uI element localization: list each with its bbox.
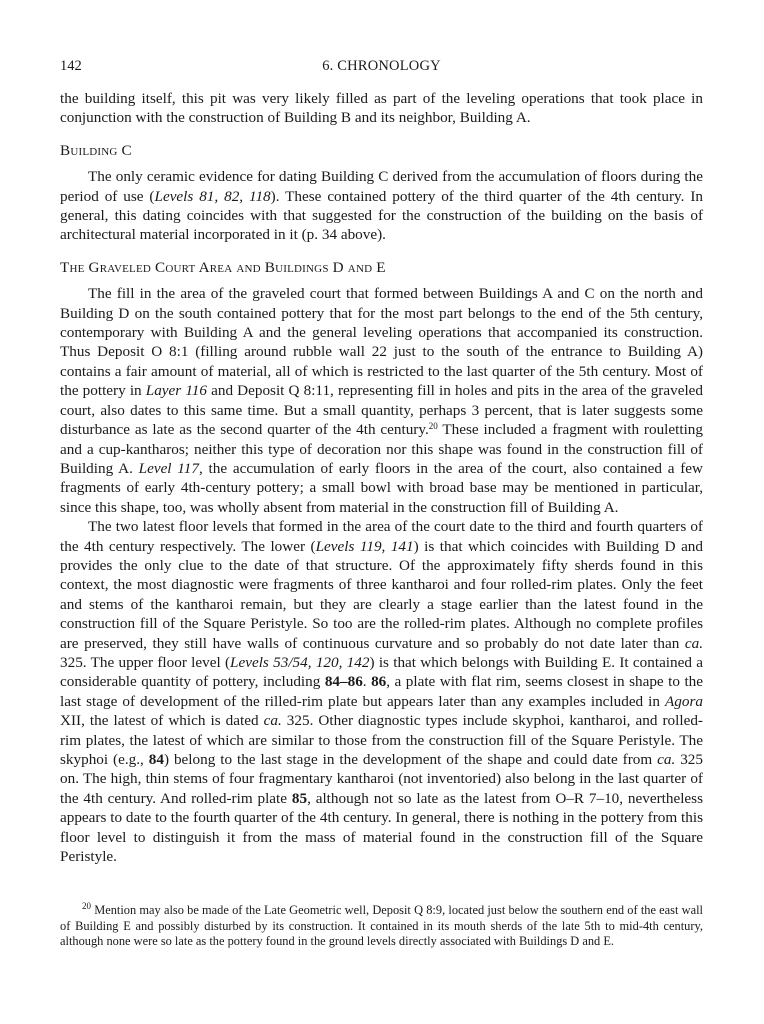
catalog-ref: 86 xyxy=(371,673,387,691)
catalog-ref: 85 xyxy=(291,789,308,807)
levels-ref: Levels 53/54, 120, 142 xyxy=(230,653,370,671)
paragraph-graveled-court-1: The fill in the area of the graveled court that formed between Buildings A and C on the north and Building D on the south contained pottery that for the most part belongs to the end of the 5th century, contemporary with Building A and the general leveling operations that accompanied its construction. Thus Deposit O 8:1 (filling around rubble wall 22 just to the south of the entrance to Building A) contains a fair amount of material, all of which is restricted to the last quarter of the 5th century. Most of the pottery in Layer 116 and Deposit Q 8:11, representing fill in holes and pits in the area of the graveled court, also dates to this same time. But a small quantity, perhaps 3 percent, that is later suggests some disturbance as late as the second quarter of the 4th century.$^{20}$ These included a fragment with rouletting and a cup-kantharos; neither this type of decoration nor this shape was found in the construction fill of Building A. Level 117, the accumulation of early floors in the area of the court, also contained a few fragments of early 4th-century pottery; a small bowl with broad base may be mentioned in particular, since this shape, too, was wholly absent from material in the construction fill of Building A. xyxy=(60,285,704,516)
paragraph-graveled-court-2: The two latest floor levels that formed in the area of the court date to the third and fourth quarters of the 4th century respectively. The lower (Levels 119, 141) is that which coincides with Building D and provides the only clue to the date of that structure. Of the approximately fifty sherds found in this context, the most diagnostic were fragments of three kantharoi and four rolled-rim plates. Only the feet and stems of the kantharoi remain, but they are clearly a stage earlier than the latest found in the construction fill of the Square Peristyle. So too are the rolled-rim plates. Although no complete profiles are preserved, they still have walls of continuous curvature and so probably do not date later than ca. 325. The upper floor level (Levels 53/54, 120, 142) is that which belongs with Building E. It contained a considerable quantity of pottery, including 84–86. 86, a plate with flat rim, seems closest in shape to the last stage of development of the rilled-rim plate but appears later than any examples included in Agora XII, the latest of which is dated ca. 325. Other diagnostic types include skyphoi, kantharoi, and rolled-rim plates, the latest of which are similar to those from the construction fill of the Square Peristyle. The skyphoi (e.g., 84) belong to the last stage in the development of the shape and could date from ca. 325 on. The high, thin stems of four fragmentary kantharoi (not inventoried) also belong in the last quarter of the 4th century. And rolled-rim plate 85, although not so late as the latest from O–R 7–10, nevertheless appears to date to the fourth quarter of the 4th century. In general, there is nothing in the pottery from this floor level to distinguish it from the mass of material found in the construction fill of the Square Peristyle. xyxy=(60,518,704,866)
catalog-ref: 84 xyxy=(148,751,164,768)
footnote-text: Mention may also be made of the Late Geometric well, Deposit Q 8:9, located just below the southern end of the east wall of Building E and possibly disturbed by its construction. It contained in its mouth sherds of the late 5th to mid-4th century, although none were so late as the pottery found in the ground levels directly associated with Buildings D and E. xyxy=(60,903,703,949)
footnote-reference[interactable]: 20 xyxy=(428,421,438,432)
circa-abbrev: ca. xyxy=(657,751,676,768)
publication-title: Agora xyxy=(665,692,703,710)
body-text xyxy=(60,89,703,866)
levels-ref: Levels 119, 141 xyxy=(315,537,414,555)
continued-paragraph: the building itself, this pit was very likely filled as part of the leveling operations that took place in conjunction with the construction of Building B and its neighbor, Building A. xyxy=(60,90,703,127)
paragraph-building-c: The only ceramic evidence for dating Building C derived from the accumulation of floors during the period of use (Levels 81, 82, 118). These contained pottery of the third quarter of the 4th century. In general, this dating coincides with that suggested for the construction of the building on the basis of architectural material incorporated in it (p. 34 above). xyxy=(60,168,703,244)
footnote xyxy=(60,903,703,950)
page-number: 142 xyxy=(60,58,82,74)
catalog-ref: 84–86 xyxy=(324,673,363,691)
running-head xyxy=(60,58,703,78)
circa-abbrev: ca. xyxy=(684,634,703,652)
section-heading-building-c: Building C xyxy=(60,141,132,159)
chapter-title: 6. CHRONOLOGY xyxy=(322,58,441,74)
level-ref: Level 117 xyxy=(138,459,199,477)
section-heading-graveled-court: The Graveled Court Area and Buildings D and E xyxy=(60,258,386,276)
layer-ref: Layer 116 xyxy=(145,382,207,400)
levels-ref: Levels 81, 82, 118 xyxy=(154,187,271,205)
circa-abbrev: ca. xyxy=(263,712,282,730)
footnote-number: 20 xyxy=(82,901,91,911)
